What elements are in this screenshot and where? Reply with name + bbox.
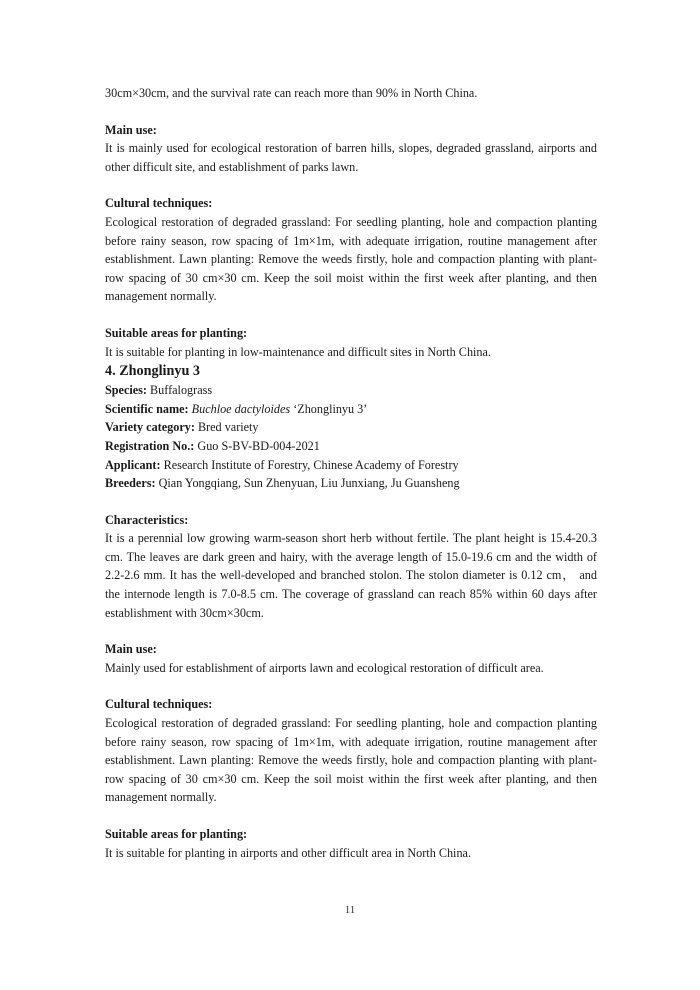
characteristics-section	[105, 511, 597, 623]
prev-suitable-areas-heading: Suitable areas for planting:	[105, 325, 248, 340]
breeders-line	[105, 474, 597, 493]
variety-category-value: Bred variety	[194, 420, 259, 435]
prev-suitable-areas-section	[105, 324, 597, 361]
variety-info-block	[105, 381, 597, 493]
variety-title: 4. Zhonglinyu 3	[105, 363, 201, 380]
scientific-name-line	[105, 400, 597, 419]
main-use-text: Mainly used for establishment of airports lawn and ecological restoration of difficult area.	[105, 660, 544, 675]
applicant-line	[105, 456, 597, 475]
registration-value: Guo S-BV-BD-004-2021	[194, 438, 320, 453]
cultural-techniques-section	[105, 695, 597, 807]
prev-main-use-heading: Main use:	[105, 122, 157, 137]
species-line	[105, 381, 597, 400]
continued-paragraph: 30cm×30cm, and the survival rate can reach more than 90% in North China.	[105, 86, 478, 100]
main-use-heading: Main use:	[105, 642, 157, 657]
characteristics-heading: Characteristics:	[105, 512, 189, 527]
breeders-value: Qian Yongqiang, Sun Zhenyuan, Liu Junxiang, Ju Guansheng	[155, 476, 460, 491]
scientific-name-label: Scientific name:	[105, 401, 189, 416]
prev-main-use-text: It is mainly used for ecological restoration of barren hills, slopes, degraded grassland, airports and other difficult site, and establishment of parks lawn.	[105, 141, 597, 174]
page-number: 11	[344, 904, 356, 916]
registration-line	[105, 437, 597, 456]
species-label: Species:	[105, 383, 147, 398]
registration-label: Registration No.:	[105, 438, 195, 453]
suitable-areas-section	[105, 825, 597, 862]
variety-category-label: Variety category:	[105, 420, 195, 435]
prev-cultural-techniques-section	[105, 194, 597, 306]
prev-cultural-techniques-text: Ecological restoration of degraded grassland: For seedling planting, hole and compaction planting before rainy season, row spacing of 1m×1m, with adequate irrigation, routine management after establishment. Lawn planting: Remove the weeds firstly, hole and compaction planting with plant-row spacing of 30 cm×30 cm. Keep the soil moist within the first week after planting, and then management normally.	[105, 214, 597, 304]
prev-main-use-section	[105, 121, 597, 177]
prev-suitable-areas-text: It is suitable for planting in low-maintenance and difficult sites in North China.	[105, 344, 491, 359]
cultural-techniques-heading: Cultural techniques:	[105, 697, 213, 712]
variety-category-line	[105, 418, 597, 437]
scientific-name-binomial: Buchloe dactyloides	[188, 401, 291, 416]
main-use-section	[105, 640, 597, 677]
suitable-areas-heading: Suitable areas for planting:	[105, 827, 248, 841]
applicant-value: Research Institute of Forestry, Chinese Academy of Forestry	[160, 457, 459, 472]
cultural-techniques-text: Ecological restoration of degraded grassland: For seedling planting, hole and compaction planting before rainy season, row spacing of 1m×1m, with adequate irrigation, routine management after establishment. Lawn planting: Remove the weeds firstly, hole and compaction planting with plant-row spacing of 30 cm×30 cm. Keep the soil moist within the first week after planting, and then management normally.	[105, 716, 597, 805]
species-value: Buffalograss	[146, 383, 213, 398]
suitable-areas-text: It is suitable for planting in airports and other difficult area in North China.	[105, 845, 471, 860]
applicant-label: Applicant:	[105, 457, 161, 472]
breeders-label: Breeders:	[105, 476, 156, 491]
characteristics-text: It is a perennial low growing warm-season short herb without fertile. The plant height is 15.4-20.3 cm. The leaves are dark green and hairy, with the average length of 15.0-19.6 cm and the width of 2.2-2.6 mm. It has the well-developed and branched stolon. The stolon diameter is 0.12 cm， and the internode length is 7.0-8.5 cm. The coverage of grassland can reach 85% within 60 days after establishment with 30cm×30cm.	[105, 531, 597, 620]
prev-cultural-techniques-heading: Cultural techniques:	[105, 196, 213, 211]
document-page	[105, 84, 597, 862]
scientific-name-cultivar: ‘Zhonglinyu 3’	[290, 401, 368, 416]
